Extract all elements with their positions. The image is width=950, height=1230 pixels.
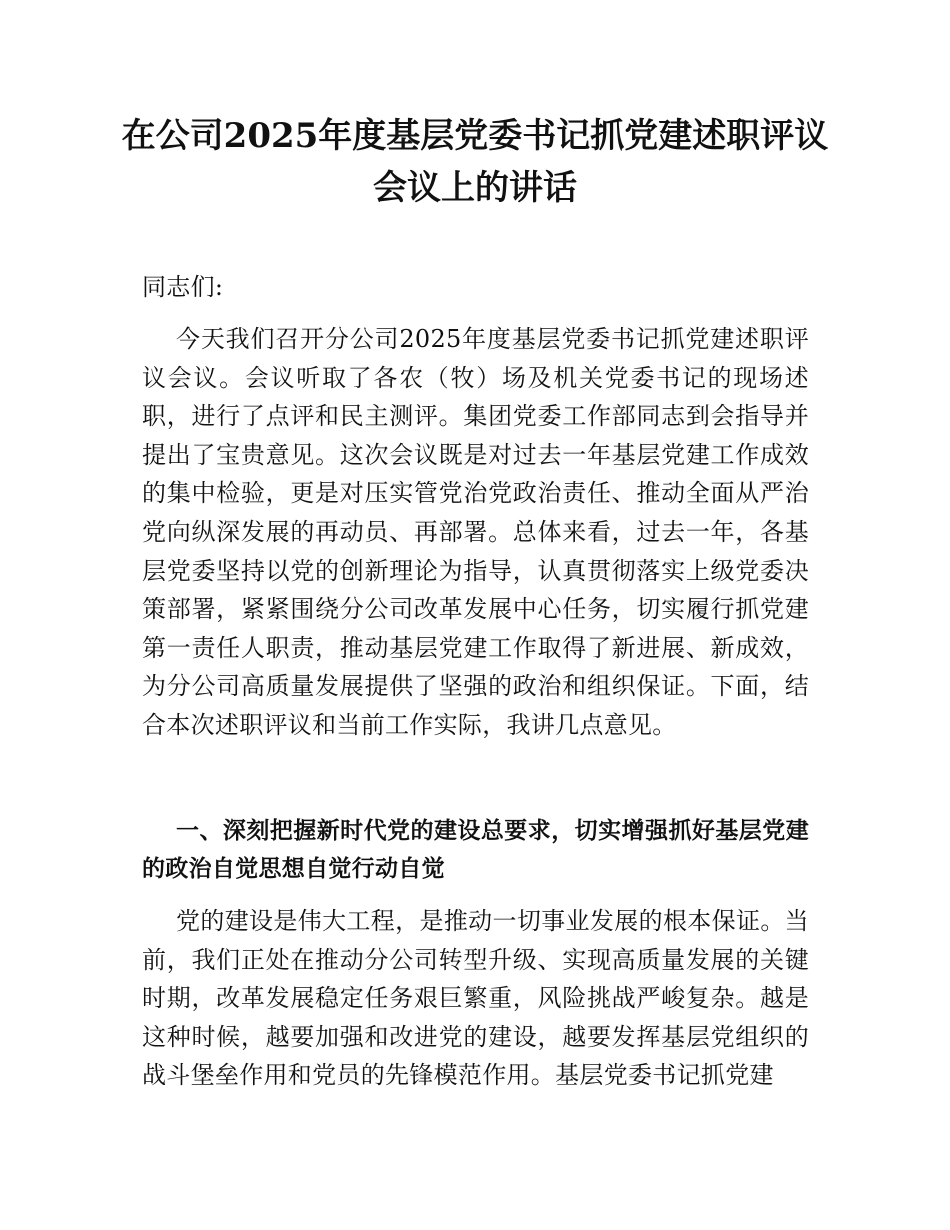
paragraph-section-1: 党的建设是伟大工程，是推动一切事业发展的根本保证。当前，我们正处在推动分公司转型升级、实现高质量发展的关键时期，改革发展稳定任务艰巨繁重，风险挑战严峻复杂。越是这种时候，越要加强和改进党的建设，越要发挥基层党组织的战斗堡垒作用和党员的先锋模范作用。基层党委书记抓党建: [142, 907, 809, 1090]
salutation: 同志们:: [142, 273, 224, 301]
document-title: 在公司2025年度基层党委书记抓党建述职评议会议上的讲话: [121, 116, 829, 208]
paragraph-intro: 今天我们召开分公司2025年度基层党委书记抓党建述职评议会议。会议听取了各农（牧）场及机关党委书记的现场述职，进行了点评和民主测评。集团党委工作部同志到会指导并提出了宝贵意见。这次会议既是对过去一年基层党建工作成效的集中检验，更是对压实管党治党政治责任、推动全面从严治党向纵深发展的再动员、再部署。总体来看，过去一年，各基层党委坚持以党的创新理论为指导，认真贯彻落实上级党委决策部署，紧紧围绕分公司改革发展中心任务，切实履行抓党建第一责任人职责，推动基层党建工作取得了新进展、新成效，为分公司高质量发展提供了坚强的政治和组织保证。下面，结合本次述职评议和当前工作实际，我讲几点意见。: [142, 325, 809, 739]
section-heading-1: 一、深刻把握新时代党的建设总要求，切实增强抓好基层党建的政治自觉思想自觉行动自觉: [142, 818, 809, 882]
